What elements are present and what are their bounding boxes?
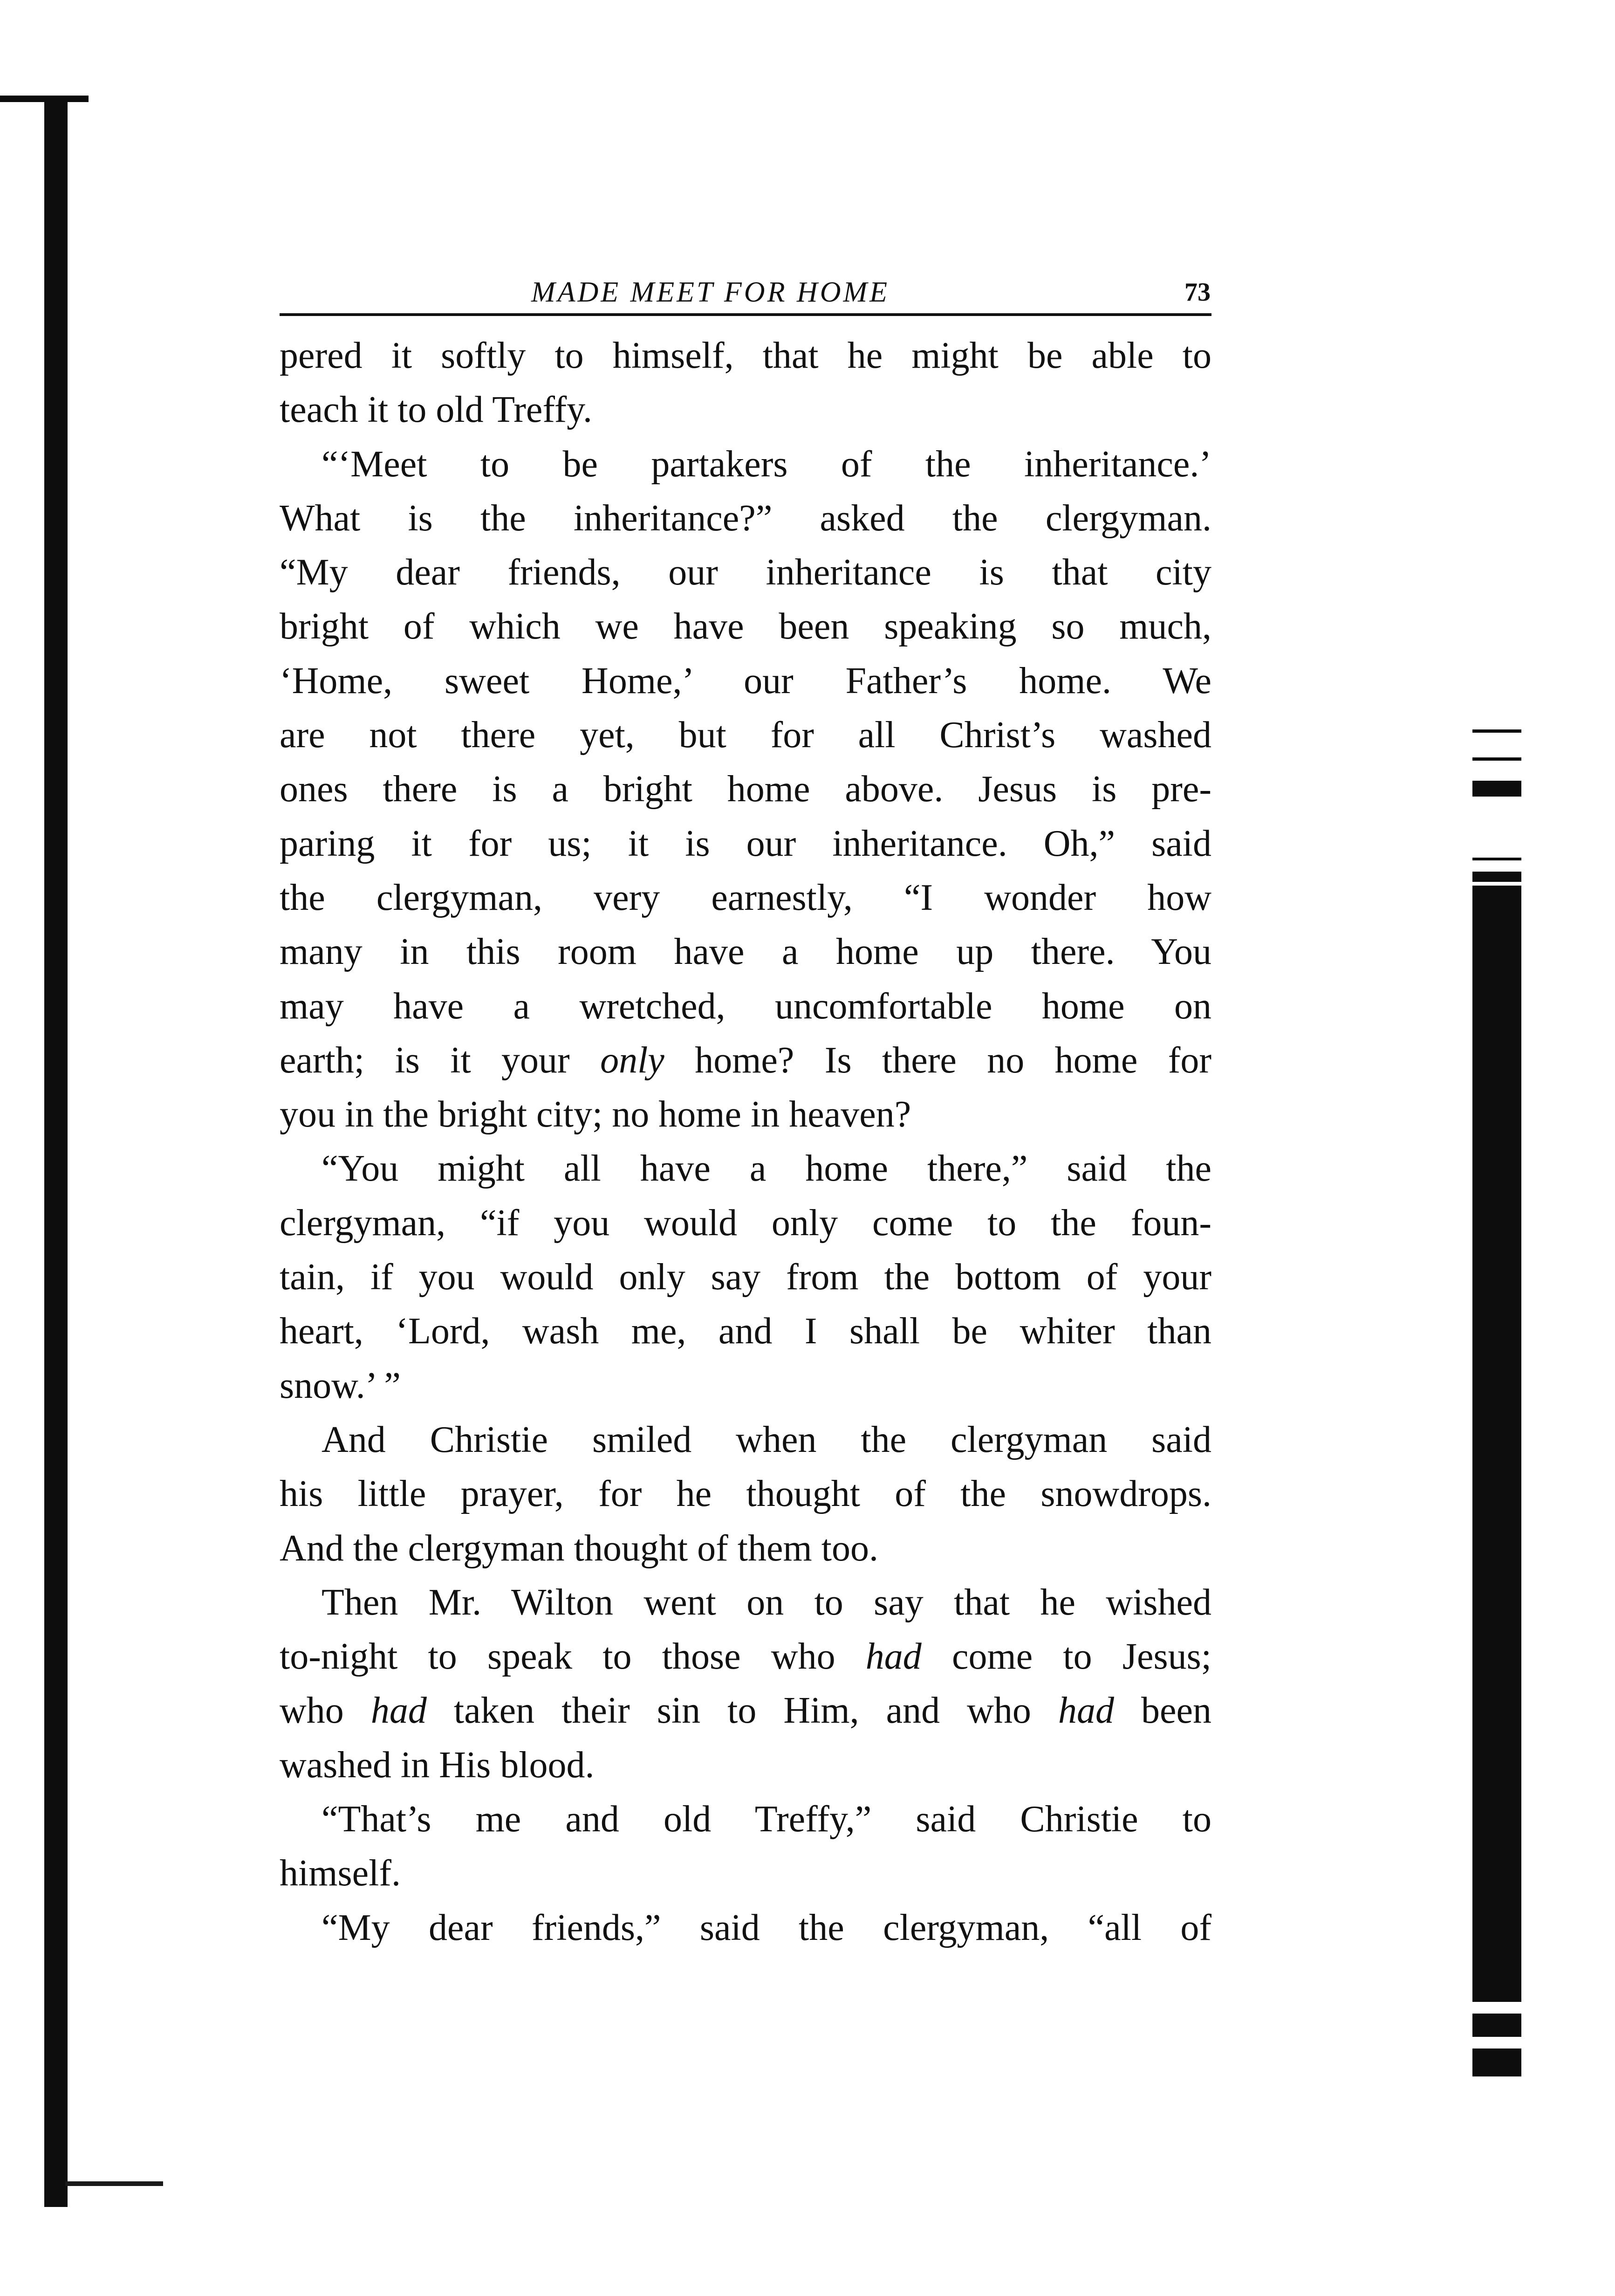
binding-edge [44,98,68,2207]
text-line: to-night to speak to those who had come to Jesus; [280,1636,1211,1677]
text-line: “My dear friends, our inheritance is that city [280,552,1211,593]
scan-mark [1472,858,1521,860]
running-header-title: MADE MEET FOR HOME [531,276,890,308]
scan-mark [1472,729,1521,733]
scan-mark [1472,781,1521,797]
text-line: the clergyman, very earnestly, “I wonder how [280,877,1211,918]
text-line: And Christie smiled when the clergyman said [322,1419,1211,1460]
text-line: are not there yet, but for all Christ’s washed [280,715,1211,756]
text-line: washed in His blood. [280,1744,595,1786]
scan-mark [1472,757,1521,761]
text-line: may have a wretched, uncomfortable home on [280,985,1211,1027]
text-line: “That’s me and old Treffy,” said Christie to [322,1799,1211,1840]
text-line: ones there is a bright home above. Jesus is pre- [280,769,1211,810]
text-line: teach it to old Treffy. [280,389,593,431]
text-line: pered it softly to himself, that he might be able to [280,335,1211,376]
scan-mark [1472,886,1521,2002]
text-line: himself. [280,1853,401,1894]
body-text [280,329,1211,1955]
scan-mark [1472,2014,1521,2037]
text-line: earth; is it your only home? Is there no home for [280,1039,1211,1081]
text-line: snow.’ ” [280,1365,401,1406]
text-line: “My dear friends,” said the clergyman, “all of [322,1907,1211,1948]
text-line: heart, ‘Lord, wash me, and I shall be whiter than [280,1311,1211,1352]
text-line: you in the bright city; no home in heaven? [280,1094,911,1135]
text-line: his little prayer, for he thought of the snowdrops. [280,1473,1211,1515]
scan-mark [1472,872,1521,882]
scan-mark [1472,2049,1521,2076]
text-line: paring it for us; it is our inheritance. Oh,” said [280,823,1211,864]
text-line: “You might all have a home there,” said the [322,1148,1211,1189]
text-line: tain, if you would only say from the bottom of your [280,1257,1211,1298]
text-line: Then Mr. Wilton went on to say that he wished [322,1581,1211,1623]
page-number: 73 [1184,278,1211,307]
text-line: What is the inheritance?” asked the clergyman. [280,497,1211,539]
running-header [280,271,1211,313]
header-rule [280,313,1211,316]
text-line: And the clergyman thought of them too. [280,1527,878,1569]
binding-edge-foot [65,2181,163,2186]
text-line: bright of which we have been speaking so much, [280,606,1211,647]
text-line: “‘Meet to be partakers of the inheritance.’ [322,443,1211,485]
text-line: who had taken their sin to Him, and who had been [280,1690,1212,1732]
text-line: clergyman, “if you would only come to the foun- [280,1202,1211,1244]
text-line: many in this room have a home up there. You [280,931,1211,973]
text-line: ‘Home, sweet Home,’ our Father’s home. We [280,660,1211,701]
